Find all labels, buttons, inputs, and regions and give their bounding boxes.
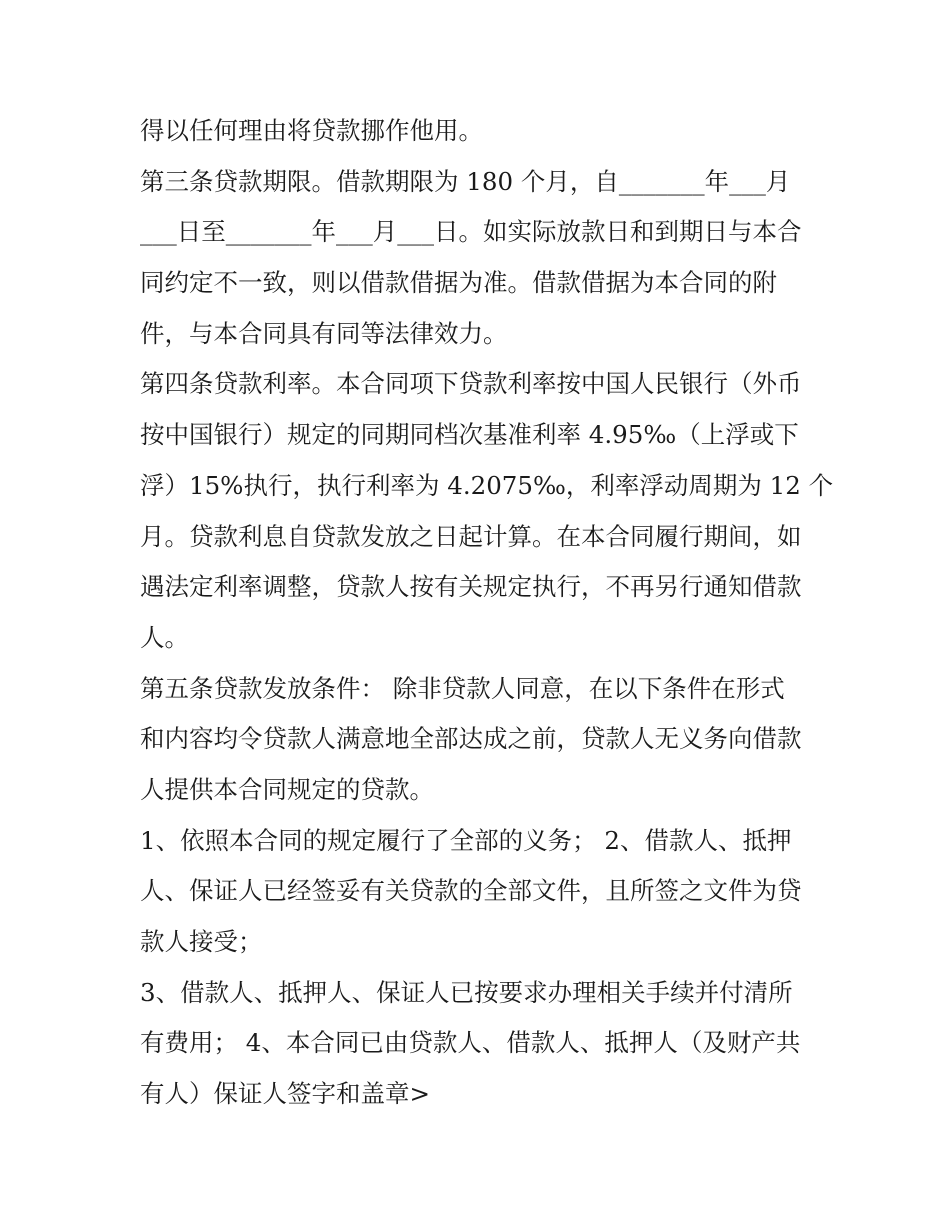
text-line: 人、保证人已经签妥有关贷款的全部文件，且所签之文件为贷 (140, 876, 802, 906)
text-line: 和内容均令贷款人满意地全部达成之前，贷款人无义务向借款 (140, 724, 802, 754)
text-line: 人提供本合同规定的贷款。 (140, 774, 434, 804)
text-line: 第三条贷款期限。借款期限为 180 个月，自_______年___月 (140, 166, 791, 196)
text-line: 第四条贷款利率。本合同项下贷款利率按中国人民银行（外币 (140, 369, 802, 399)
text-line: 件，与本合同具有同等法律效力。 (140, 318, 508, 348)
text-line: 有人）保证人签字和盖章> (140, 1079, 431, 1109)
text-line: 款人接受； (140, 927, 263, 956)
text-line: 第五条贷款发放条件： 除非贷款人同意，在以下条件在形式 (140, 673, 785, 703)
text-line: 人。 (140, 622, 189, 652)
text-line: ___日至_______年___月___日。如实际放款日和到期日与本合 (140, 217, 802, 247)
text-line: 遇法定利率调整，贷款人按有关规定执行，不再另行通知借款 (140, 572, 802, 602)
text-line: 得以任何理由将贷款挪作他用。 (140, 116, 483, 145)
text-line: 浮）15%执行，执行利率为 4.2075‰，利率浮动周期为 12 个 (140, 470, 834, 500)
contract-text (140, 106, 834, 1120)
text-line: 月。贷款利息自贷款发放之日起计算。在本合同履行期间，如 (140, 521, 802, 551)
text-line: 1、依照本合同的规定履行了全部的义务； 2、借款人、抵押 (140, 825, 792, 855)
text-line: 按中国银行）规定的同期同档次基准利率 4.95‰（上浮或下 (140, 420, 799, 450)
text-line: 同约定不一致，则以借款借据为准。借款借据为本合同的附 (140, 268, 777, 298)
text-line: 有费用； 4、本合同已由贷款人、借款人、抵押人（及财产共 (140, 1028, 801, 1058)
text-line: 3、借款人、抵押人、保证人已按要求办理相关手续并付清所 (140, 977, 793, 1007)
